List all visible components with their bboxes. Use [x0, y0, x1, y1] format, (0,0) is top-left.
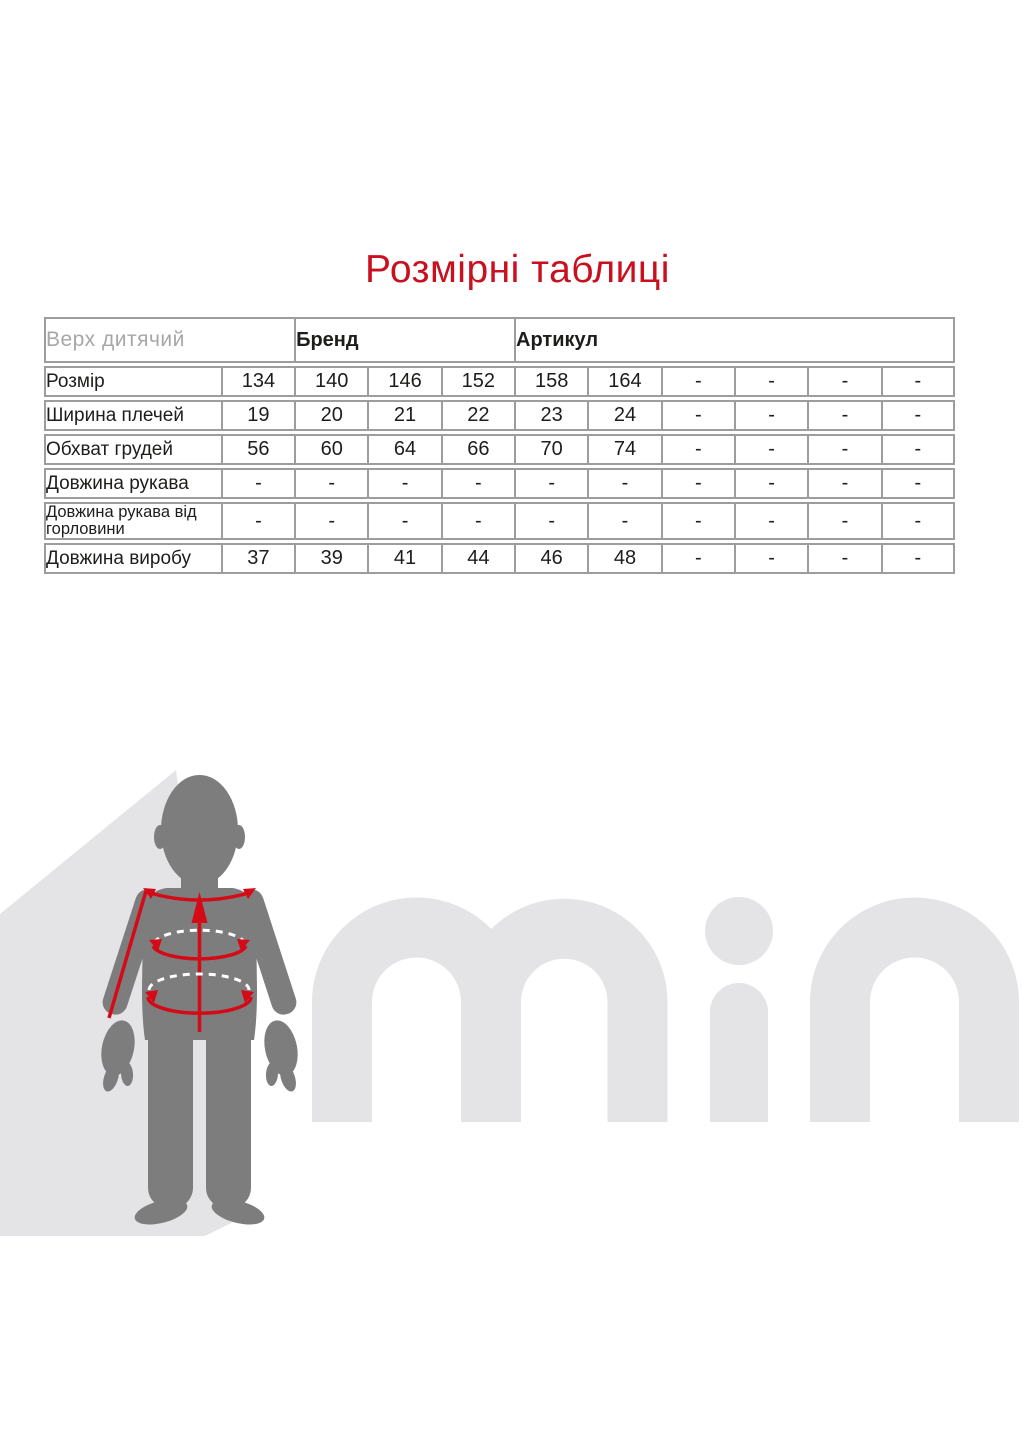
value-cell: -	[295, 502, 368, 540]
value-cell: -	[588, 468, 661, 499]
value-cell: -	[882, 400, 955, 431]
value-cell: -	[368, 468, 441, 499]
row-label-cell: Ширина плечей	[44, 400, 222, 431]
row-label-cell: Розмір	[44, 366, 222, 397]
value-cell: 24	[588, 400, 661, 431]
row-label-cell: Обхват грудей	[44, 434, 222, 465]
value-cell: -	[662, 543, 735, 574]
value-cell: 23	[515, 400, 588, 431]
table-row	[44, 400, 955, 431]
value-cell: 19	[222, 400, 295, 431]
value-cell: 44	[442, 543, 515, 574]
value-cell: 164	[588, 366, 661, 397]
value-cell: 134	[222, 366, 295, 397]
table-row	[44, 366, 955, 397]
value-cell: -	[222, 502, 295, 540]
value-cell: -	[515, 502, 588, 540]
value-cell: 39	[295, 543, 368, 574]
silhouette-leg-right	[206, 1000, 251, 1208]
watermark-letter-i-dot	[705, 897, 773, 965]
watermark-letter-i-stem	[710, 983, 768, 1122]
value-cell: -	[808, 502, 881, 540]
table-row	[44, 543, 955, 574]
table-header-cell: Верх дитячий	[44, 317, 295, 363]
value-cell: 21	[368, 400, 441, 431]
value-cell: -	[662, 366, 735, 397]
value-cell: 60	[295, 434, 368, 465]
value-cell: -	[588, 502, 661, 540]
value-cell: -	[882, 434, 955, 465]
value-cell: -	[735, 434, 808, 465]
watermark-letter-m	[342, 928, 638, 1123]
value-cell: -	[808, 400, 881, 431]
value-cell: 64	[368, 434, 441, 465]
silhouette-leg-left	[148, 1000, 193, 1208]
value-cell: -	[882, 468, 955, 499]
value-cell: 158	[515, 366, 588, 397]
value-cell: -	[442, 468, 515, 499]
table-header-cell: Артикул	[515, 317, 955, 363]
value-cell: 70	[515, 434, 588, 465]
value-cell: -	[515, 468, 588, 499]
value-cell: -	[662, 468, 735, 499]
row-label-cell: Довжина рукава	[44, 468, 222, 499]
value-cell: -	[295, 468, 368, 499]
size-table	[44, 314, 955, 577]
value-cell: -	[735, 400, 808, 431]
page-title: Розмірні таблиці	[365, 248, 670, 291]
watermark-letter-n	[840, 928, 989, 1123]
table-row	[44, 434, 955, 465]
value-cell: -	[442, 502, 515, 540]
value-cell: 37	[222, 543, 295, 574]
size-table-body	[44, 317, 955, 574]
value-cell: 146	[368, 366, 441, 397]
value-cell: -	[808, 468, 881, 499]
value-cell: 46	[515, 543, 588, 574]
value-cell: 20	[295, 400, 368, 431]
value-cell: 140	[295, 366, 368, 397]
table-header-row	[44, 317, 955, 363]
value-cell: -	[882, 366, 955, 397]
watermark-min	[342, 897, 989, 1122]
value-cell: -	[662, 434, 735, 465]
value-cell: 152	[442, 366, 515, 397]
value-cell: -	[808, 366, 881, 397]
value-cell: 22	[442, 400, 515, 431]
row-label-cell: Довжина виробу	[44, 543, 222, 574]
size-figure	[0, 700, 1035, 1260]
value-cell: -	[222, 468, 295, 499]
value-cell: -	[735, 366, 808, 397]
value-cell: -	[882, 502, 955, 540]
value-cell: 74	[588, 434, 661, 465]
value-cell: 48	[588, 543, 661, 574]
value-cell: -	[808, 543, 881, 574]
table-row	[44, 468, 955, 499]
table-row	[44, 502, 955, 540]
value-cell: -	[735, 468, 808, 499]
value-cell: 56	[222, 434, 295, 465]
row-label-cell: Довжина рукава від горловини	[44, 502, 222, 540]
value-cell: -	[808, 434, 881, 465]
table-header-cell: Бренд	[295, 317, 515, 363]
value-cell: 41	[368, 543, 441, 574]
value-cell: -	[662, 502, 735, 540]
value-cell: -	[662, 400, 735, 431]
value-cell: 66	[442, 434, 515, 465]
value-cell: -	[882, 543, 955, 574]
value-cell: -	[368, 502, 441, 540]
value-cell: -	[735, 502, 808, 540]
value-cell: -	[735, 543, 808, 574]
